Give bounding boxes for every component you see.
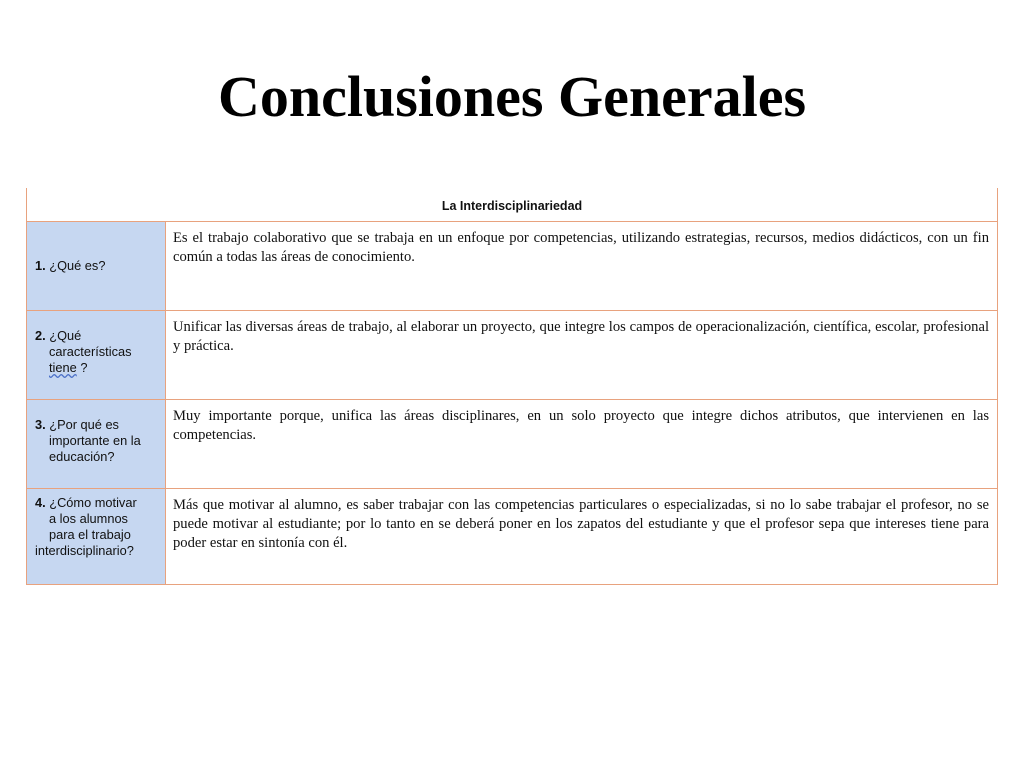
question-text-line: ¿Por qué es: [49, 417, 119, 432]
question-text-line: ¿Qué: [49, 328, 82, 343]
question-text-line: interdisciplinario?: [35, 543, 134, 558]
question-text-line: importante en la: [49, 433, 141, 448]
question-number: 2.: [35, 328, 46, 343]
question-number: 4.: [35, 495, 46, 510]
question-text-line: a los alumnos: [49, 511, 128, 526]
answer-text: Muy importante porque, unifica las áreas disciplinares, en un solo proyecto que integre dichos atributos, que intervienen en las competencias.: [173, 408, 990, 443]
question-cell: [27, 400, 166, 489]
table-row: [27, 400, 998, 489]
question-cell: [27, 222, 166, 311]
table-row: [27, 489, 998, 585]
question-text-line: características: [49, 344, 132, 359]
question-text-line: tiene: [49, 360, 77, 375]
answer-text: Es el trabajo colaborativo que se trabaja en un enfoque por competencias, utilizando estrategias, recursos, medios didácticos, con un fin común a todas las áreas de conocimiento.: [173, 230, 990, 265]
slide-title: Conclusiones Generales: [217, 64, 807, 129]
table-header: La Interdisciplinariedad: [27, 188, 998, 222]
question-text: ¿Qué es?: [49, 258, 106, 273]
question-text-line: para el trabajo: [49, 527, 131, 542]
interdisciplinarity-table: [26, 188, 998, 585]
answer-cell: [166, 222, 998, 311]
question-number: 3.: [35, 417, 46, 432]
table-header-row: [27, 188, 998, 222]
answer-cell: [166, 400, 998, 489]
question-text-line: ?: [80, 360, 88, 375]
answer-text: Más que motivar al alumno, es saber trabajar con las competencias particulares o especializadas, si no lo sabe trabajar el profesor, no se puede motivar al estudiante; por lo tanto en se deberá poner en los zapatos del estudiante y que el profesor sepa que intereses tiene para poder estar en sintonía con él.: [173, 497, 990, 551]
question-cell: [27, 311, 166, 400]
table-row: [27, 222, 998, 311]
question-text-line: ¿Cómo motivar: [49, 495, 137, 510]
answer-cell: [166, 489, 998, 585]
question-cell: [27, 489, 166, 585]
table-row: [27, 311, 998, 400]
question-text-line: educación?: [49, 449, 115, 464]
answer-text: Unificar las diversas áreas de trabajo, al elaborar un proyecto, que integre los campos de operacionalización, científica, escolar, profesional y práctica.: [173, 319, 990, 354]
question-number: 1.: [35, 258, 46, 273]
answer-cell: [166, 311, 998, 400]
